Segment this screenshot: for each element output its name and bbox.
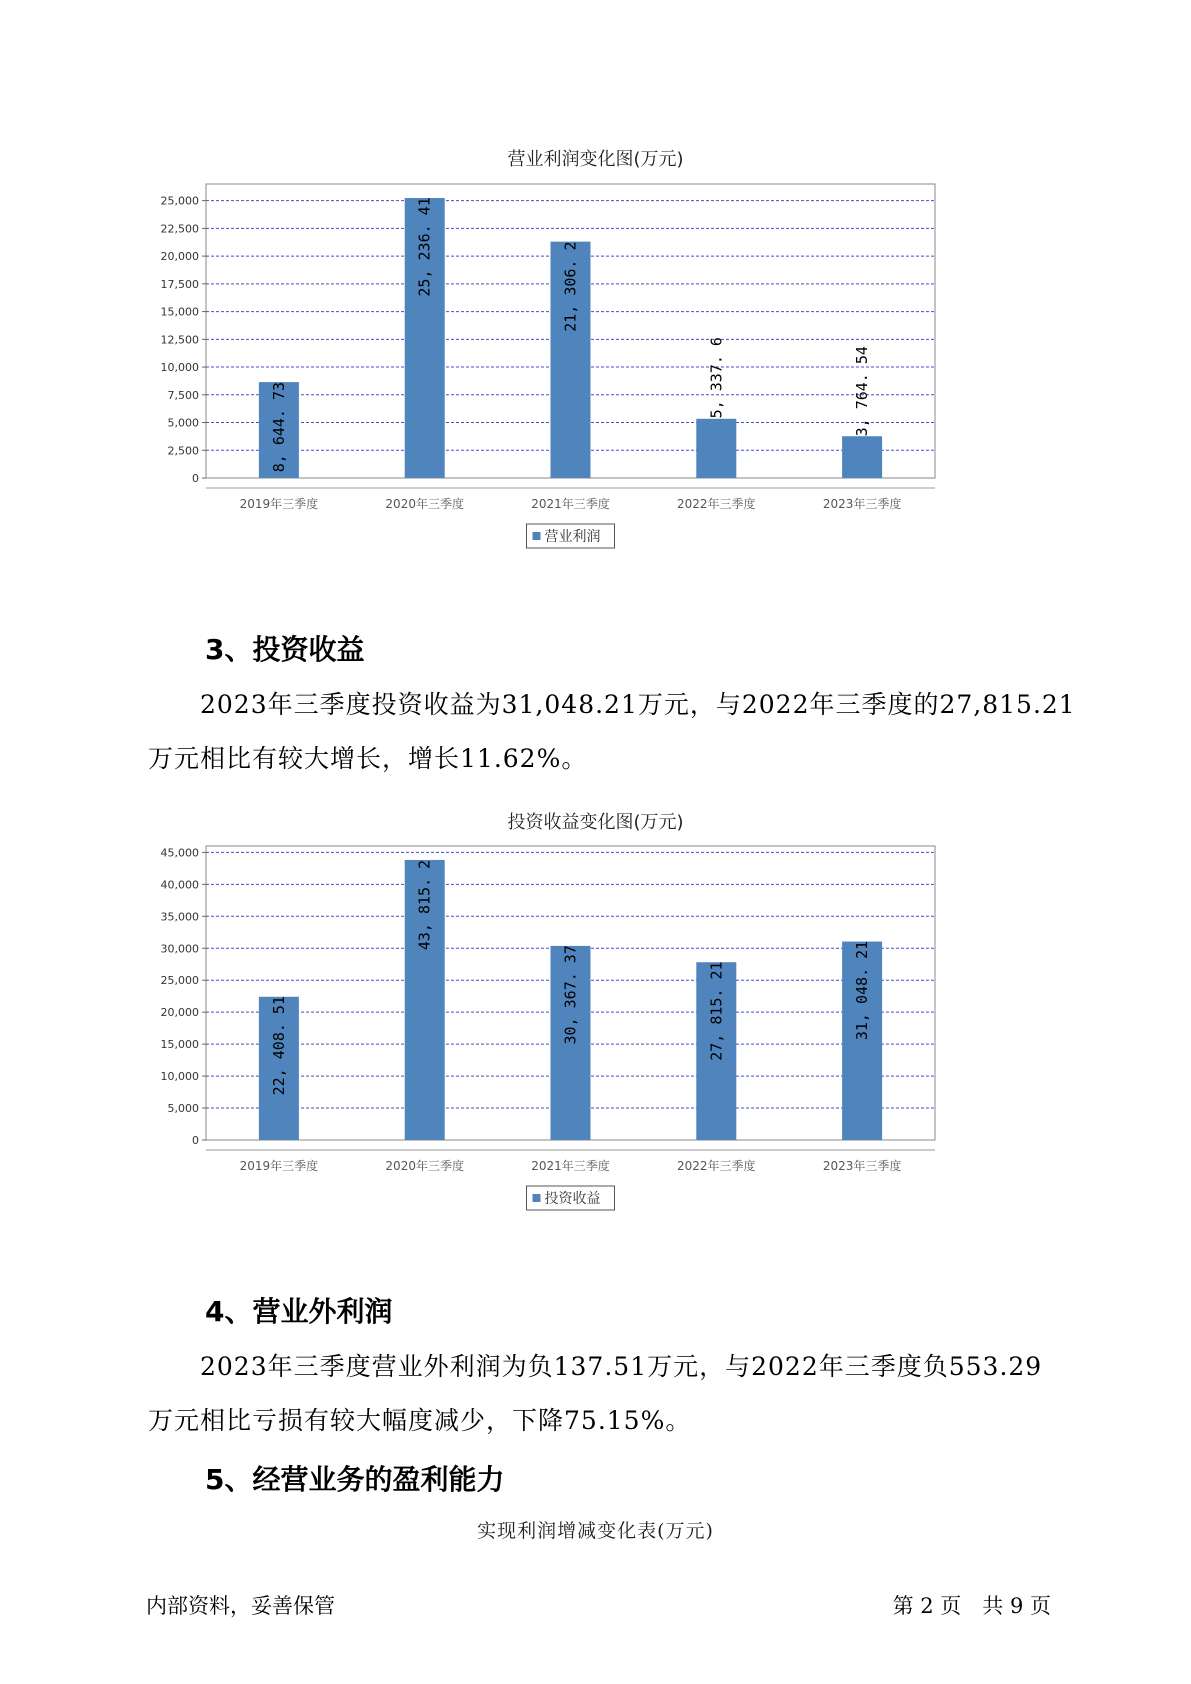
section-4-paragraph [148,1340,1078,1448]
legend-label: 投资收益 [544,1191,601,1207]
section-4-line-2: 万元相比亏损有较大幅度减少，下降75.15%。 [148,1406,692,1435]
data-label: 5, 337. 6 [707,337,726,419]
y-tick-label: 20,000 [160,1006,199,1020]
legend-swatch [533,1194,541,1202]
y-tick-label: 30,000 [160,942,199,956]
x-tick-label: 2020年三季度 [385,497,464,511]
investment-income-chart-svg [150,840,1020,1300]
data-label: 31, 048. 21 [853,940,872,1041]
data-label: 8, 644. 73 [269,381,288,473]
operating-profit-chart-svg [150,178,1020,638]
x-tick-label: 2021年三季度 [531,497,610,511]
x-tick-label: 2019年三季度 [239,497,319,511]
chart1-title: 营业利润变化图(万元) [507,149,684,170]
x-tick-label: 2022年三季度 [677,1159,756,1173]
data-label: 22, 408. 51 [269,996,288,1096]
section-3-paragraph [148,678,1078,786]
y-tick-label: 25,000 [160,194,199,208]
section-3-heading: 3、投资收益 [205,633,365,666]
data-label: 3, 764. 54 [853,346,872,437]
y-tick-label: 0 [192,472,199,485]
y-tick-label: 20,000 [160,250,199,264]
section-3-line-1: 2023年三季度投资收益为31,048.21万元，与2022年三季度的27,815.21 [200,690,1076,719]
investment-income-chart [150,840,1020,1300]
y-tick-label: 10,000 [160,1070,199,1084]
y-tick-label: 10,000 [160,361,199,375]
legend-label: 营业利润 [544,529,601,545]
y-tick-label: 45,000 [160,846,199,860]
x-tick-label: 2023年三季度 [822,497,902,511]
y-tick-label: 15,000 [160,305,199,319]
y-tick-label: 15,000 [160,1038,199,1052]
bar [842,436,882,478]
section-3-line-2: 万元相比有较大增长，增长11.62%。 [148,744,588,773]
x-tick-label: 2019年三季度 [239,1159,319,1173]
data-label: 21, 306. 2 [561,241,580,332]
data-label: 30, 367. 37 [561,945,580,1045]
y-tick-label: 40,000 [160,878,199,892]
y-tick-label: 35,000 [160,910,199,924]
y-tick-label: 12,500 [160,333,199,347]
section-4-heading: 4、营业外利润 [205,1295,393,1328]
data-label: 43, 815. 2 [415,859,434,951]
bar [696,419,736,478]
x-tick-label: 2022年三季度 [677,497,756,511]
y-tick-label: 2,500 [167,444,199,458]
x-tick-label: 2023年三季度 [822,1159,902,1173]
section-4-line-1: 2023年三季度营业外利润为负137.51万元，与2022年三季度负553.29 [200,1352,1043,1381]
y-tick-label: 7,500 [167,388,199,402]
chart2-title: 投资收益变化图(万元) [507,812,684,833]
legend-swatch [533,532,541,540]
table-caption: 实现利润增减变化表(万元) [477,1520,714,1542]
y-tick-label: 5,000 [167,1102,199,1116]
footer-confidential-note: 内部资料，妥善保管 [146,1594,335,1618]
data-label: 25, 236. 41 [415,197,434,297]
section-5-heading: 5、经营业务的盈利能力 [205,1463,505,1496]
y-tick-label: 17,500 [160,277,199,291]
data-label: 27, 815. 21 [707,961,726,1061]
operating-profit-chart [150,178,1020,638]
y-tick-label: 25,000 [160,974,199,988]
y-tick-label: 5,000 [167,416,199,430]
y-tick-label: 0 [192,1134,199,1147]
x-tick-label: 2020年三季度 [385,1159,464,1173]
footer-page-number: 第 2 页 共 9 页 [892,1594,1051,1618]
x-tick-label: 2021年三季度 [531,1159,610,1173]
y-tick-label: 22,500 [160,222,199,236]
